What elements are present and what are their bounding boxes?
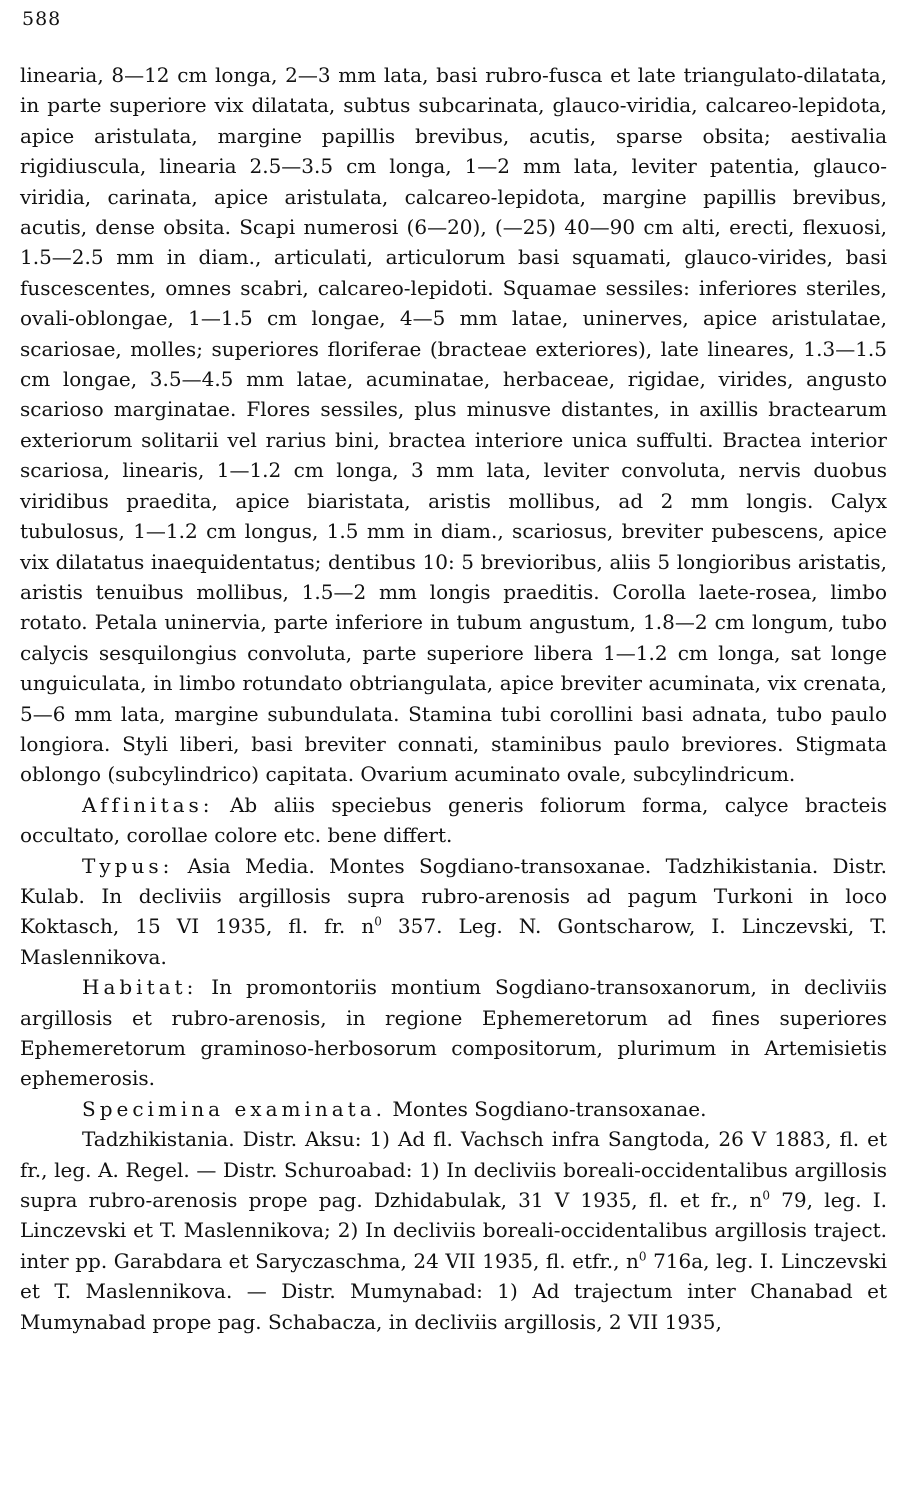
- tadzhikistania-text-c: 716a, leg. I. Linczevski et T. Maslennikova. — Distr. Mumynabad: 1) Ad trajectum inter Chanabad et Mumynabad prope pag. Schabacza, in decliviis argillosis, 2 VII 1935,: [20, 1248, 887, 1334]
- habitat-paragraph: [20, 972, 887, 1094]
- tadzhikistania-number-sign-2: 0: [638, 1249, 647, 1264]
- habitat-text: In promontoriis montium Sogdiano-transoxanorum, in decliviis argillosis et rubro-arenosis, in regione Ephemeretorum ad fines superiores Ephemeretorum graminoso-herbosorum compositorum, plurimum in Artemisietis ephemerosis.: [20, 975, 888, 1091]
- habitat-label: Habitat:: [82, 975, 198, 1000]
- typus-text-b: 357. Leg. N. Gontscharow, I. Linczevski, T. Maslennikova.: [20, 914, 888, 969]
- text-body: [20, 60, 887, 1337]
- affinitas-label: Affinitas:: [82, 792, 214, 817]
- typus-paragraph: [20, 851, 887, 973]
- affinitas-text: Ab aliis speciebus generis foliorum forma, calyce bracteis occultato, corollae colore etc. bene differt.: [20, 792, 888, 848]
- tadzhikistania-text-b: 79, leg. I. Linczevski et T. Maslennikova; 2) In decliviis boreali-occidentalibus argillosis traject. inter pp. Garabdara et Saryczaschma, 24 VII 1935, fl. etfr., n: [20, 1188, 888, 1273]
- typus-text-a: Asia Media. Montes Sogdiano-transoxanae. Tadzhikistania. Distr. Kulab. In decliviis argillosis supra rubro-arenosis ad pagum Turkoni in loco Koktasch, 15 VI 1935, fl. fr. n: [20, 853, 888, 939]
- affinitas-paragraph: [20, 790, 887, 851]
- description-paragraph: linearia, 8—12 cm longa, 2—3 mm lata, basi rubro-fusca et late triangulato-dilatata, in parte superiore vix dilatata, subtus subcarinata, glauco-viridia, calcareo-lepidota, apice aristulata, margine papillis brevibus, acutis, sparse obsita; aestivalia rigidiuscula, linearia 2.5—3.5 cm longa, 1—2 mm lata, leviter patentia, glauco-viridia, carinata, apice aristulata, calcareo-lepidota, margine papillis brevibus, acutis, dense obsita. Scapi numerosi (6—20), (—25) 40—90 cm alti, erecti, flexuosi, 1.5—2.5 mm in diam., articulati, articulorum basi squamati, glauco-virides, basi fuscescentes, omnes scabri, calcareo-lepidoti. Squamae sessiles: inferiores steriles, ovali-oblongae, 1—1.5 cm longae, 4—5 mm latae, uninerves, apice aristulatae, scariosae, molles; superiores floriferae (bracteae exteriores), late lineares, 1.3—1.5 cm longae, 3.5—4.5 mm latae, acuminatae, herbaceae, rigidae, virides, angusto scarioso marginatae. Flores sessiles, plus minusve distantes, in axillis bractearum exteriorum solitarii vel rarius bini, bractea interiore unica suffulti. Bractea interior scariosa, linearis, 1—1.2 cm longa, 3 mm lata, leviter convoluta, nervis duobus viridibus praedita, apice biaristata, aristis mollibus, ad 2 mm longis. Calyx tubulosus, 1—1.2 cm longus, 1.5 mm in diam., scariosus, breviter pubescens, apice vix dilatatus inaequidentatus; dentibus 10: 5 brevioribus, aliis 5 longioribus aristatis, aristis tenuibus mollibus, 1.5—2 mm longis praeditis. Corolla laete-rosea, limbo rotato. Petala uninervia, parte inferiore in tubum angustum, 1.8—2 cm longum, tubo calycis sesquilongius convoluta, parte superiore libera 1—1.2 cm longa, sat longe unguiculata, in limbo rotundato obtriangulata, apice breviter acuminata, vix crenata, 5—6 mm lata, margine subundulata. Stamina tubi corollini basi adnata, tubo paulo longiora. Styli liberi, basi breviter connati, staminibus paulo breviores. Stigmata oblongo (subcylindrico) capitata. Ovarium acuminato ovale, subcylindricum.: [20, 63, 887, 787]
- typus-number-sign: 0: [374, 914, 382, 929]
- typus-label: Typus:: [82, 853, 174, 878]
- specimina-label: Specimina examinata.: [82, 1096, 386, 1121]
- page-number: 588: [22, 8, 62, 30]
- tadzhikistania-paragraph: [20, 1124, 887, 1337]
- tadzhikistania-number-sign-1: 0: [762, 1188, 770, 1203]
- tadzhikistania-text-a: Tadzhikistania. Distr. Aksu: 1) Ad fl. Vachsch infra Sangtoda, 26 V 1883, fl. et fr., leg. A. Regel. — Distr. Schuroabad: 1) In decliviis boreali-occidentalibus argillosis supra rubro-arenosis prope pag. Dzhidabulak, 31 V 1935, fl. et fr., n: [20, 1127, 887, 1213]
- specimina-text: Montes Sogdiano-transoxanae.: [392, 1096, 707, 1121]
- specimina-paragraph: [20, 1094, 887, 1124]
